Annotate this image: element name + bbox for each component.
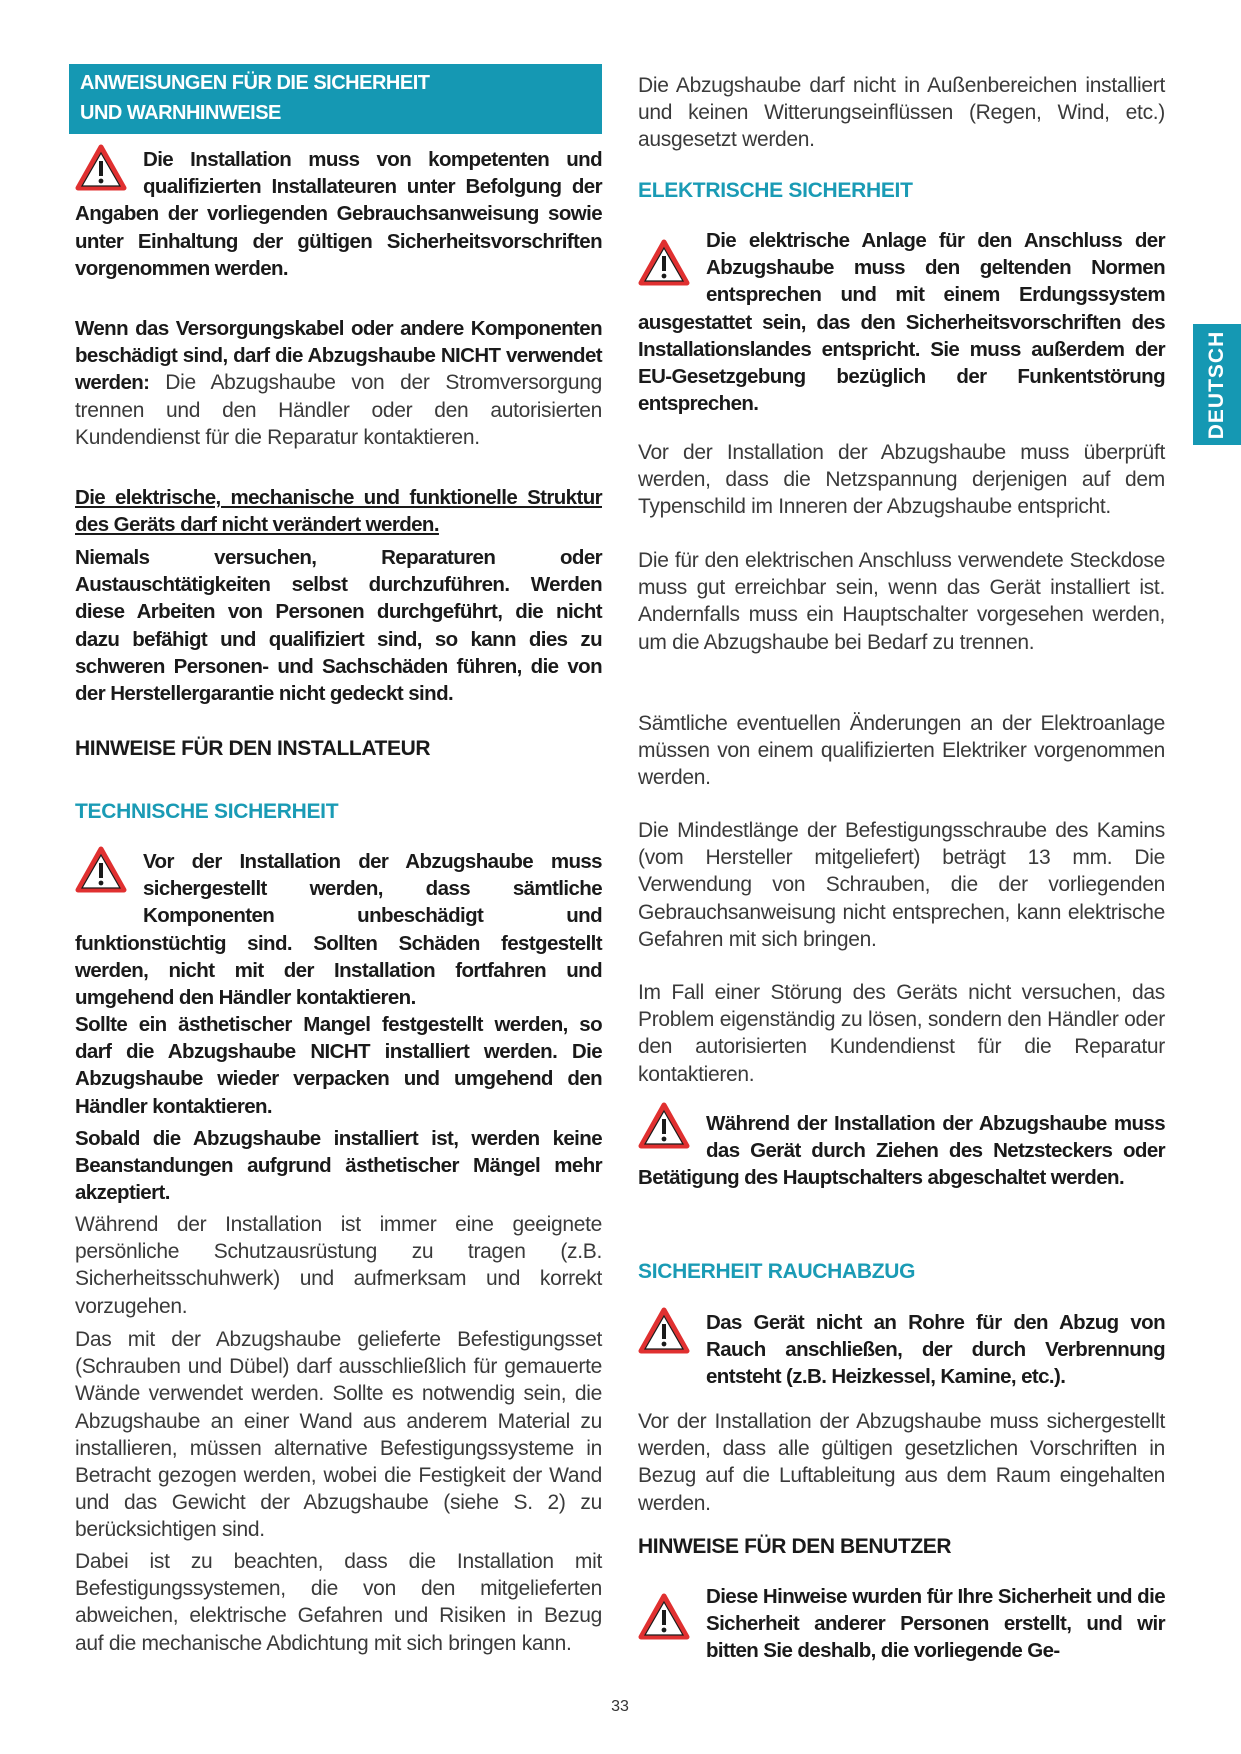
section-banner (69, 64, 602, 134)
warning-text: Während der Installation der Abzugshaube muss das Gerät durch Ziehen des Netzsteckers oder Betätigung des Hauptschalters abgeschaltet werden. (638, 1112, 1165, 1190)
warning-text: Die Installation muss von kompetenten und qualifizierten Installateuren unter Befolgung der Angaben der vorliegenden Gebrauchsanweisung sowie unter Einhaltung der gültigen Sicherheitsvorschriften vorgenommen werden. (75, 148, 602, 280)
exhaust-paragraph: Vor der Installation der Abzugshaube muss sichergestellt werden, dass alle gültigen gesetzlichen Vorschriften in Bezug auf die Luftableitung aus dem Raum eingehalten werden. (638, 1410, 1165, 1515)
warning-icon (75, 848, 143, 929)
warning-text: Die elektrische Anlage für den Anschluss der Abzugshaube muss den geltenden Normen entsprechen und mit einem Erdungssystem ausgestattet sein, das den Sicherheitsvorschriften des Installationslandes entspricht. Sie muss außerdem der EU-Gesetzgebung bezüglich der Funkentstörung entsprechen. (638, 229, 1165, 416)
warning-electrical (638, 227, 1165, 417)
cable-normal-text: Die Abzugshaube von der Stromversorgung trennen und den Händler oder den autorisierten Kundendienst für die Reparatur kontaktieren. (75, 371, 602, 449)
fixing-paragraph: Das mit der Abzugshaube gelieferte Befestigungsset (Schrauben und Dübel) darf ausschließlich für gemauerte Wände verwendet werden. Sollte es notwendig sein, die Abzugshaube an einer Wand aus anderem Material zu installieren, müssen alternative Befestigungssysteme in Betracht gezogen werden, wobei die Festigkeit der Wand und das Gewicht der Abzugshaube (siehe S. 2) zu berücksichtigen sind. (75, 1328, 602, 1542)
warning-icon (638, 1583, 706, 1664)
fault-paragraph: Im Fall einer Störung des Geräts nicht versuchen, das Problem eigenständig zu lösen, sondern den Händler oder den autorisierten Kundendienst für die Reparatur kontaktieren. (638, 981, 1165, 1086)
cable-paragraph (75, 315, 602, 451)
voltage-paragraph: Vor der Installation der Abzugshaube muss überprüft werden, dass die Netzspannung derjenigen auf dem Typenschild im Inneren der Abzugshaube entspricht. (638, 441, 1165, 519)
outdoor-paragraph: Die Abzugshaube darf nicht in Außenbereichen installiert und keinen Witterungseinflüssen (Regen, Wind, etc.) ausgesetzt werden. (638, 74, 1165, 152)
warning-icon (638, 1110, 706, 1164)
cable-bold-text: Wenn das Versorgungskabel oder andere Komponenten beschädigt sind, darf die Abzugshaube NICHT verwendet werden: (75, 317, 602, 395)
warning-text: Diese Hinweise wurden für Ihre Sicherheit und die Sicherheit anderer Personen erstellt, und wir bitten Sie deshalb, die vorliegende Ge- (706, 1585, 1165, 1663)
warning-smoke (638, 1309, 1165, 1391)
warning-text: Das Gerät nicht an Rohre für den Abzug von Rauch anschließen, der durch Verbrennung entsteht (z.B. Heizkessel, Kamine, etc.). (706, 1311, 1165, 1389)
technical-safety-heading: TECHNISCHE SICHERHEIT (75, 800, 339, 823)
ppe-paragraph: Während der Installation ist immer eine geeignete persönliche Schutzausrüstung zu tragen (z.B. Sicherheitsschuhwerk) und aufmerksam und korrekt vorzugehen. (75, 1213, 602, 1318)
smoke-safety-heading: SICHERHEIT RAUCHABZUG (638, 1260, 916, 1283)
defect-paragraph: Sollte ein ästhetischer Mangel festgestellt werden, so darf die Abzugshaube NICHT installiert werden. Die Abzugshaube wieder verpacken und umgehend den Händler kontaktieren. (75, 1013, 602, 1118)
warning-icon (75, 146, 143, 200)
warning-disconnect (638, 1110, 1165, 1192)
banner-line-2: UND WARNHINWEISE (80, 102, 281, 124)
banner-line-1: ANWEISUNGEN FÜR DIE SICHERHEIT (80, 72, 430, 94)
note-paragraph: Dabei ist zu beachten, dass die Installation mit Befestigungssystemen, die von den mitgelieferten abweichen, elektrische Gefahren und Risiken in Bezug auf die mechanische Abdichtung mit sich bringen kann. (75, 1550, 602, 1655)
electrical-safety-heading: ELEKTRISCHE SICHERHEIT (638, 179, 913, 202)
page-number: 33 (611, 1698, 629, 1715)
warning-icon (638, 227, 706, 308)
user-heading: HINWEISE FÜR DEN BENUTZER (638, 1535, 952, 1558)
structure-paragraph: Die elektrische, mechanische und funktionelle Struktur des Geräts darf nicht verändert werden. (75, 486, 602, 537)
warning-text: Vor der Installation der Abzugshaube muss sichergestellt werden, dass sämtliche Komponenten unbeschädigt und funktionstüchtig sind. Sollten Schäden festgestellt werden, nicht mit der Installation fortfahren und umgehend den Händler kontaktieren. (75, 850, 602, 1010)
never-repair-paragraph: Niemals versuchen, Reparaturen oder Austauschtätigkeiten selbst durchzuführen. Werden diese Arbeiten von Personen durchgeführt, die nicht dazu befähigt und qualifiziert sind, so kann dies zu schweren Personen- und Sachschäden führen, die von der Herstellergarantie nicht gedeckt sind. (75, 546, 602, 706)
language-tab (1193, 324, 1241, 445)
complaints-paragraph: Sobald die Abzugshaube installiert ist, werden keine Beanstandungen aufgrund ästhetischer Mängel mehr akzeptiert. (75, 1127, 602, 1205)
warning-installation (75, 146, 602, 282)
screw-paragraph: Die Mindestlänge der Befestigungsschraube des Kamins (vom Hersteller mitgeliefert) beträgt 13 mm. Die Verwendung von Schrauben, die der vorliegenden Gebrauchsanweisung nicht entsprechen, kann elektrische Gefahren mit sich bringen. (638, 819, 1165, 951)
socket-paragraph: Die für den elektrischen Anschluss verwendete Steckdose muss gut erreichbar sein, wenn das Gerät installiert ist. Andernfalls muss ein Hauptschalter vorgesehen werden, um die Abzugshaube bei Bedarf zu trennen. (638, 549, 1165, 654)
language-tab-label: DEUTSCH (1205, 330, 1228, 439)
changes-paragraph: Sämtliche eventuellen Änderungen an der Elektroanlage müssen von einem qualifizierten Elektriker vorgenommen werden. (638, 712, 1165, 790)
installer-heading: HINWEISE FÜR DEN INSTALLATEUR (75, 737, 431, 760)
warning-icon (638, 1309, 706, 1390)
warning-components (75, 848, 602, 1011)
warning-user (638, 1583, 1165, 1665)
